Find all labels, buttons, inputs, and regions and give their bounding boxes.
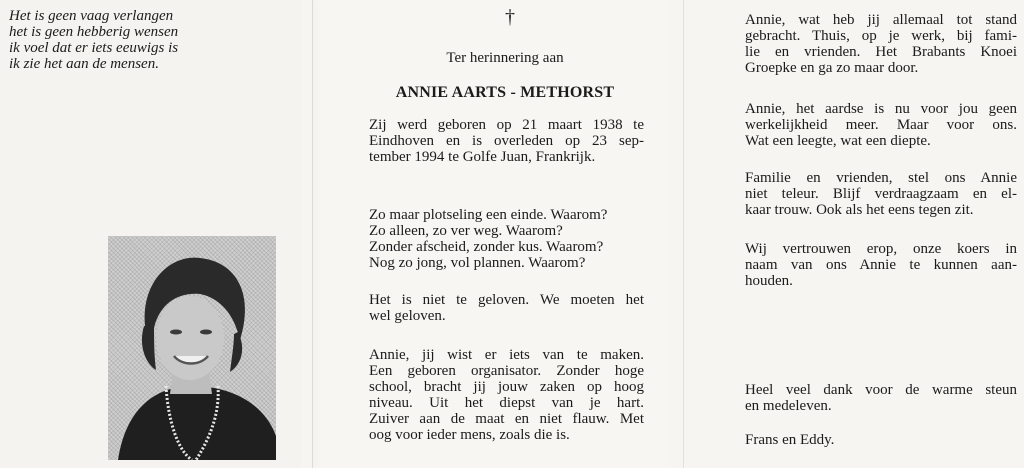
text-line: naam van ons Annie te kunnen aan- [745, 257, 1017, 273]
text-line: Annie, het aardse is nu voor jou geen [745, 101, 1017, 117]
text-line: Een geboren organisator. Zonder hoge [369, 363, 644, 379]
text-line: Wat een leegte, wat een diepte. [745, 133, 931, 149]
text-line: Zuiver aan de maat en niet flauw. Met [369, 411, 644, 427]
text-line: wel geloven. [369, 308, 446, 324]
poem [9, 8, 299, 72]
text-line: Annie, wat heb jij allemaal tot stand [745, 12, 1017, 28]
poem-line: ik zie het aan de mensen. [9, 56, 159, 72]
paragraph-trust [745, 241, 1017, 289]
poem-line: Het is geen vaag verlangen [9, 8, 174, 24]
text-line: lie en vrienden. Het Brabants Knoei [745, 44, 1017, 60]
text-line: Nog zo jong, vol plannen. Waarom? [369, 255, 586, 271]
text-line: Wij vertrouwen erop, onze koers in [745, 241, 1017, 257]
text-line: kaar trouw. Ook als het eens tegen zit. [745, 202, 974, 218]
poem-line: het is geen hebberig wensen [9, 24, 179, 40]
paragraph-thanks [745, 382, 1017, 414]
portrait-illustration [108, 236, 276, 460]
text-line: houden. [745, 273, 793, 289]
text-line: Het is niet te geloven. We moeten het [369, 292, 644, 308]
paragraph-questions [369, 207, 644, 271]
paragraph-family [745, 170, 1017, 218]
text-line: gebracht. Thuis, op je werk, bij fami- [745, 28, 1017, 44]
text-line: Zonder afscheid, zonder kus. Waarom? [369, 239, 604, 255]
text-line: niet teleur. Blijf verdraagzaam en el- [745, 186, 1017, 202]
text-line: werkelijkheid meer. Maar voor ons. [745, 117, 1017, 133]
paragraph-emptiness [745, 101, 1017, 149]
text-line: Groepke en ga zo maar door. [745, 60, 919, 76]
text-line: Familie en vrienden, stel ons Annie [745, 170, 1017, 186]
paragraph-accomplishments [745, 12, 1017, 76]
signature-names [745, 432, 1017, 448]
card-fold-line [683, 0, 684, 468]
memorial-intro: Ter herinnering aan [446, 50, 564, 66]
text-line: Zij werd geboren op 21 maart 1938 te [369, 117, 644, 133]
text-line: Eindhoven en is overleden op 23 sep- [369, 133, 644, 149]
text-line: oog voor ieder mens, zoals die is. [369, 427, 570, 443]
cross-symbol: † [505, 6, 515, 28]
poem-line: ik voel dat er iets eeuwigs is [9, 40, 179, 56]
text-line: Frans en Eddy. [745, 432, 835, 448]
text-line: niveau. Uit het diepst van je hart. [369, 395, 644, 411]
deceased-name: ANNIE AARTS - METHORST [395, 84, 615, 101]
text-line: school, bracht jij jouw zaken op hoog [369, 379, 644, 395]
paragraph-organizer [369, 347, 644, 443]
text-line: Zo maar plotseling een einde. Waarom? [369, 207, 608, 223]
text-line: tember 1994 te Golfe Juan, Frankrijk. [369, 149, 596, 165]
text-line: Zo alleen, zo ver weg. Waarom? [369, 223, 563, 239]
paragraph-birth-death [369, 117, 644, 165]
text-line: Heel veel dank voor de warme steun [745, 382, 1017, 398]
paragraph-belief [369, 292, 644, 324]
card-fold-line [312, 0, 313, 468]
text-line: Annie, jij wist er iets van te maken. [369, 347, 644, 363]
portrait-photo [108, 236, 276, 460]
text-line: en medeleven. [745, 398, 832, 414]
